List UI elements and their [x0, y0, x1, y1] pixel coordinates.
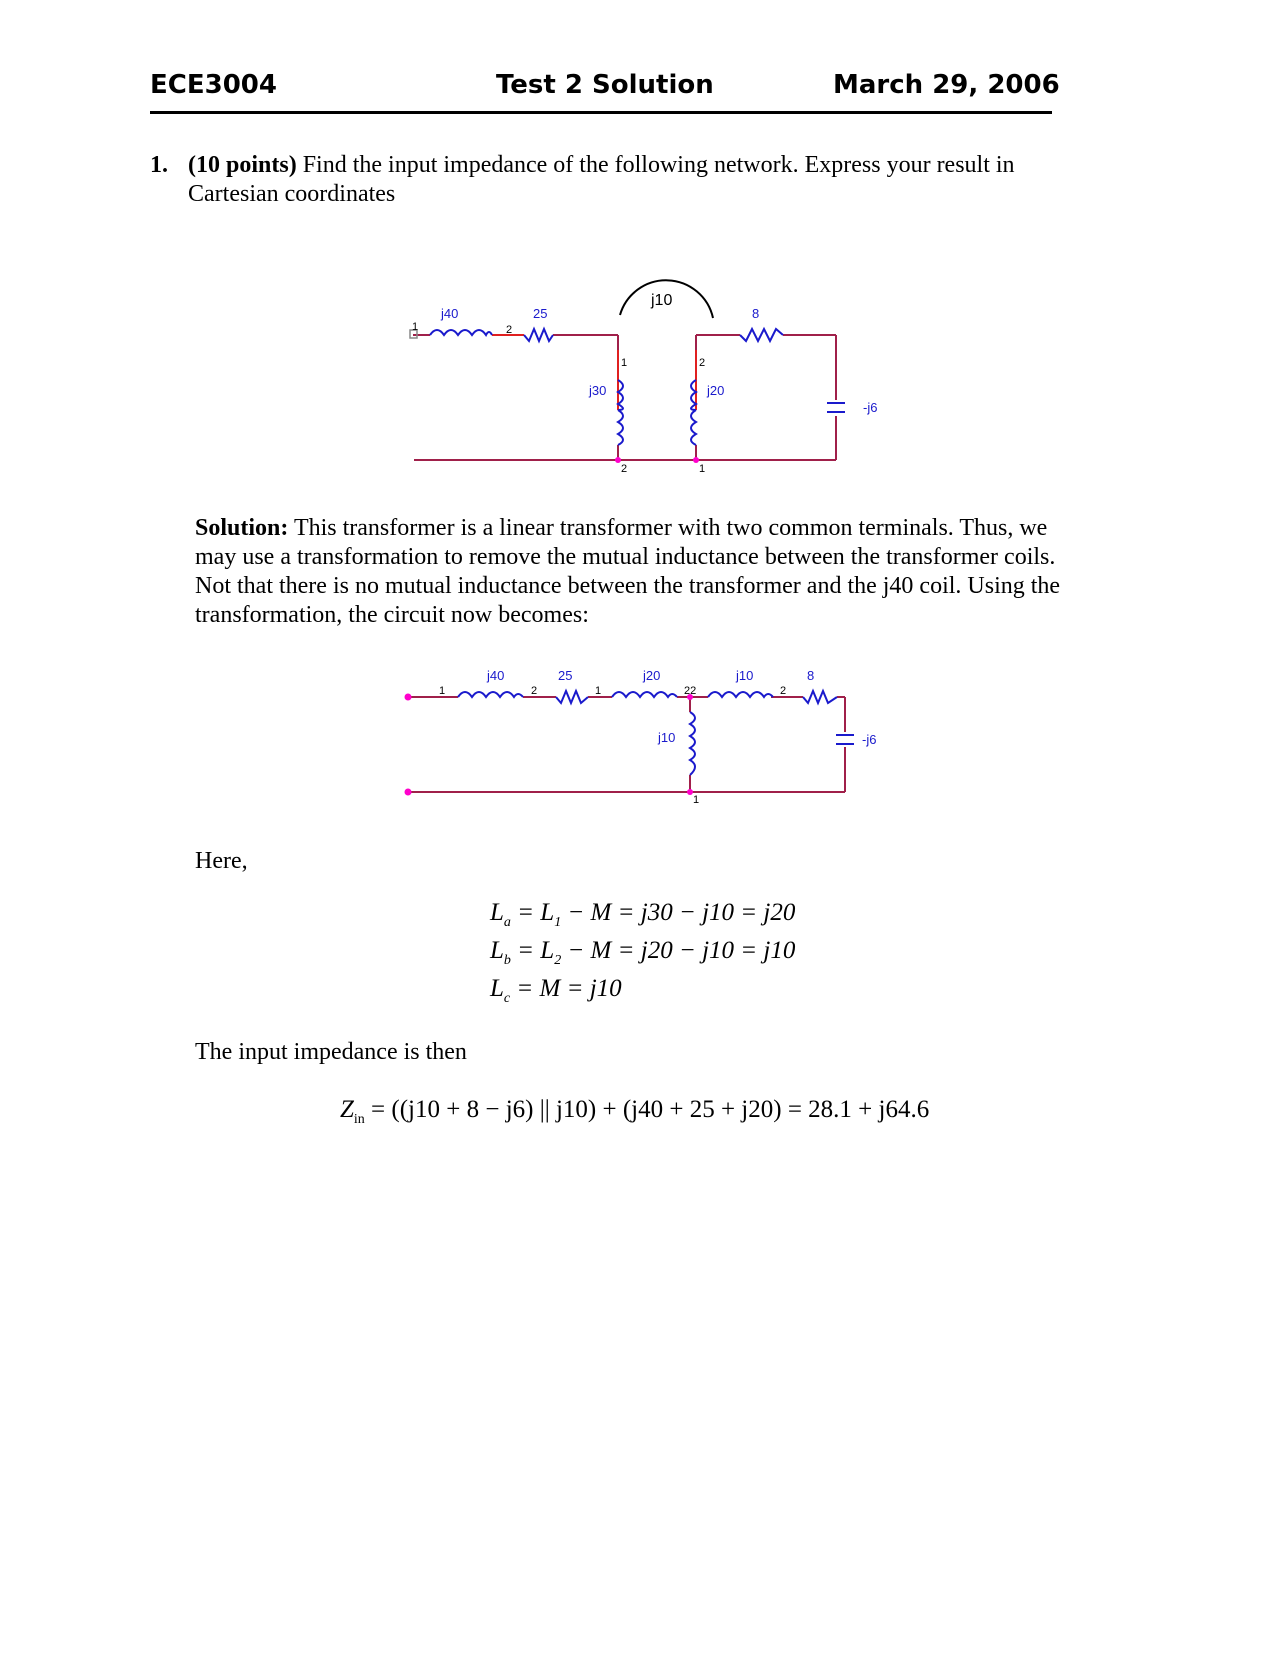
doc-title: Test 2 Solution	[496, 70, 714, 100]
label-minus-j6: -j6	[862, 732, 877, 747]
label-25: 25	[558, 668, 573, 683]
problem-points: (10 points)	[188, 152, 297, 178]
resistor-25	[556, 691, 588, 703]
label-mutual-j10: j10	[651, 292, 673, 309]
solution-line-2: may use a transformation to remove the mutual inductance between the transformer coils.	[195, 544, 1056, 570]
eq1-mid: = L	[517, 899, 555, 926]
eq3-lhs-sub: c	[503, 991, 511, 1006]
solution-line-3: Not that there is no mutual inductance between the transformer and the j40 coil. Using the	[195, 573, 1061, 599]
eq2-lhs: L	[490, 937, 504, 964]
label-25: 25	[533, 306, 548, 321]
input-node-top	[405, 694, 412, 701]
doc-date: March 29, 2006	[833, 70, 1060, 100]
eq1-mid-sub: 1	[554, 915, 562, 930]
inductor-lc-j10	[690, 712, 695, 775]
eq2-mid-sub: 2	[554, 953, 562, 968]
pin-label: 1	[595, 685, 602, 697]
label-minus-j6: -j6	[863, 400, 878, 415]
label-j30: j30	[589, 383, 607, 398]
solution-line-1: This transformer is a linear transformer with two common terminals. Thus, we	[293, 515, 1048, 541]
resistor-8	[803, 691, 837, 703]
eq2-rest: − M = j20 − j10 = j10	[567, 937, 796, 964]
pin-label: 2	[531, 685, 538, 697]
eq1-lhs: L	[490, 899, 504, 926]
label-8: 8	[752, 306, 760, 321]
pin-label: 1	[412, 321, 419, 333]
eq2-lhs-sub: b	[503, 953, 511, 968]
pin-label: 2	[780, 685, 787, 697]
final-lhs-sub: in	[353, 1112, 365, 1127]
eq1-lhs-sub: a	[503, 915, 511, 930]
input-node-bottom	[405, 789, 412, 796]
pin-label: 1	[439, 685, 446, 697]
equation-lb	[490, 937, 795, 969]
circuit2-wires	[408, 697, 845, 792]
pin-label: 1	[699, 463, 706, 475]
here-label: Here,	[195, 848, 248, 874]
equation-lc	[490, 975, 622, 1007]
pin-label: 2	[699, 357, 706, 369]
solution-label: Solution:	[195, 515, 289, 541]
pin-label: 2	[621, 463, 628, 475]
course-code: ECE3004	[150, 70, 277, 100]
eq3-rest: = M = j10	[516, 975, 622, 1002]
equation-la	[490, 899, 795, 931]
impedance-label: The input impedance is then	[195, 1039, 467, 1065]
problem-text-2: Cartesian coordinates	[188, 181, 396, 207]
label-la-j20: j20	[643, 668, 661, 683]
label-lb-j10: j10	[736, 668, 754, 683]
pin-label: 1	[621, 357, 628, 369]
inductor-lb-j10	[708, 692, 773, 697]
final-equation	[340, 1096, 929, 1128]
label-j20: j20	[707, 383, 725, 398]
eq3-lhs: L	[490, 975, 504, 1002]
solution-line-4: transformation, the circuit now becomes:	[195, 602, 589, 628]
pin-label: 22	[684, 685, 697, 697]
pin-label: 1	[693, 794, 700, 806]
inductor-j40	[458, 692, 523, 697]
label-lc-j10: j10	[658, 730, 676, 745]
pin-label: 2	[506, 324, 513, 336]
eq2-mid: = L	[517, 937, 555, 964]
final-rhs: = ((j10 + 8 − j6) || j10) + (j40 + 25 + j20) = 28.1 + j64.6	[371, 1096, 930, 1123]
problem-number: 1.	[150, 152, 168, 178]
eq1-rest: − M = j30 − j10 = j20	[567, 899, 796, 926]
final-lhs: Z	[340, 1096, 354, 1123]
label-8: 8	[807, 668, 815, 683]
inductor-la-j20	[612, 692, 677, 697]
label-j40: j40	[441, 306, 459, 321]
capacitor-minus-j6	[836, 735, 854, 744]
problem-text-1: Find the input impedance of the following network. Express your result in	[302, 152, 1015, 178]
label-j40: j40	[487, 668, 505, 683]
